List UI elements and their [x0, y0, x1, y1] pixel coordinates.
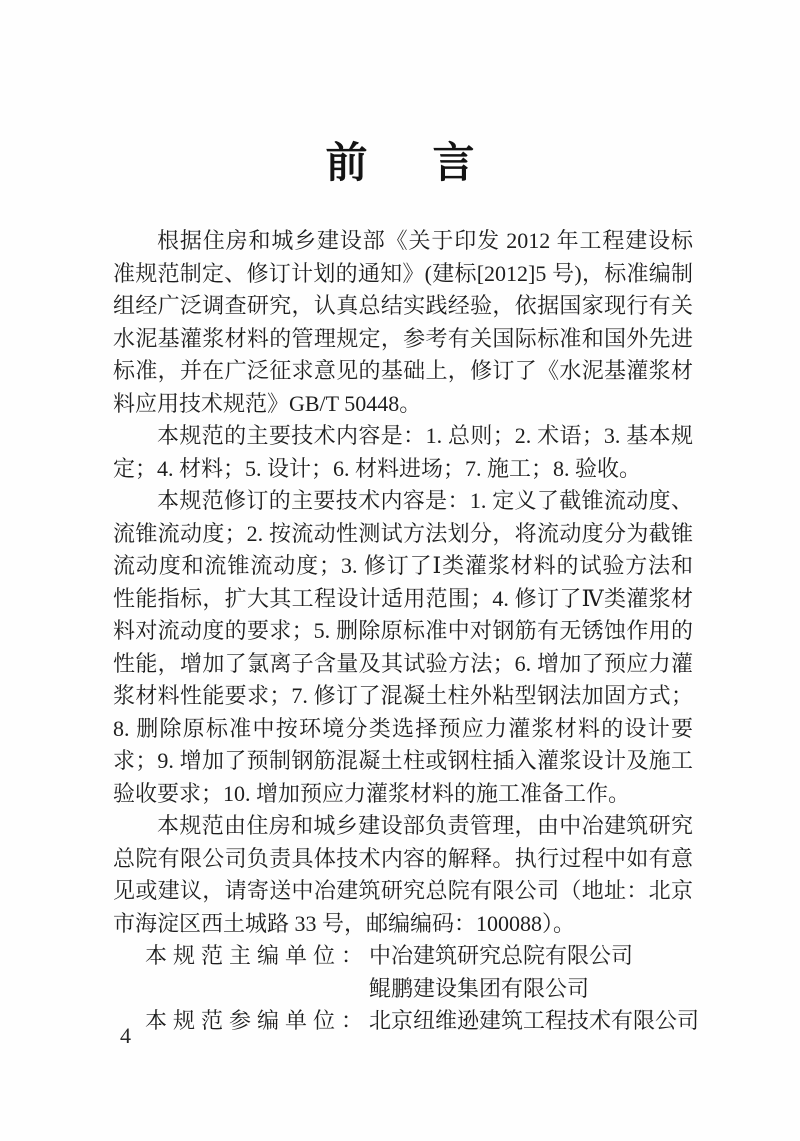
- chief-editing-unit-name: 鲲鹏建设集团有限公司: [369, 975, 590, 1001]
- foreword-body: [113, 225, 700, 1038]
- participating-unit-label: 本规范参编单位：: [145, 1008, 370, 1033]
- foreword-paragraph-management: 本规范由住房和城乡建设部负责管理，由中冶建筑研究总院有限公司负责具体技术内容的解释。执行过程中如有意见或建议，请寄送中冶建筑研究总院有限公司（地址：北京市海淀区西土城路 33 号，邮编编码：100088）。: [113, 813, 693, 936]
- participating-unit-name: 北京纽维逊建筑工程技术有限公司: [369, 1008, 700, 1033]
- chief-editing-unit-name: 中冶建筑研究总院有限公司: [369, 943, 634, 968]
- page-number: 4: [120, 1023, 131, 1048]
- participating-unit-row: [145, 1005, 700, 1038]
- chief-editing-unit-names: [369, 940, 633, 1005]
- editing-units: [113, 940, 700, 1038]
- chief-editing-unit-label: 本规范主编单位：: [145, 943, 370, 968]
- page-title: 前言: [325, 139, 540, 186]
- foreword-paragraph-main-contents: 本规范的主要技术内容是：1. 总则；2. 术语；3. 基本规定；4. 材料；5. 设计；6. 材料进场；7. 施工；8. 验收。: [113, 423, 693, 481]
- foreword-paragraph-revision-contents: 本规范修订的主要技术内容是：1. 定义了截锥流动度、流锥流动度；2. 按流动性测试方法划分，将流动度分为截锥流动度和流锥流动度；3. 修订了Ⅰ类灌浆材料的试验方法和性能指标，扩大其工程设计适用范围；4. 修订了Ⅳ类灌浆材料对流动度的要求；5. 删除原标准中对钢筋有无锈蚀作用的性能，增加了氯离子含量及其试验方法；6. 增加了预应力灌浆材料性能要求；7. 修订了混凝土柱外粘型钢法加固方式；8. 删除原标准中按环境分类选择预应力灌浆材料的设计要求；9. 增加了预制钢筋混凝土柱或钢柱插入灌浆设计及施工验收要求；10. 增加预应力灌浆材料的施工准备工作。: [113, 488, 693, 806]
- participating-unit-names: [369, 1005, 699, 1038]
- foreword-paragraph-basis: 根据住房和城乡建设部《关于印发 2012 年工程建设标准规范制定、修订计划的通知》(建标[2012]5 号)，标准编制组经广泛调查研究，认真总结实践经验，依据国家现行有关水泥基灌浆材料的管理规定，参考有关国际标准和国外先进标准，并在广泛征求意见的基础上，修订了《水泥基灌浆材料应用技术规范》GB/T 50448。: [113, 228, 693, 416]
- chief-editing-unit-row: [145, 940, 693, 1005]
